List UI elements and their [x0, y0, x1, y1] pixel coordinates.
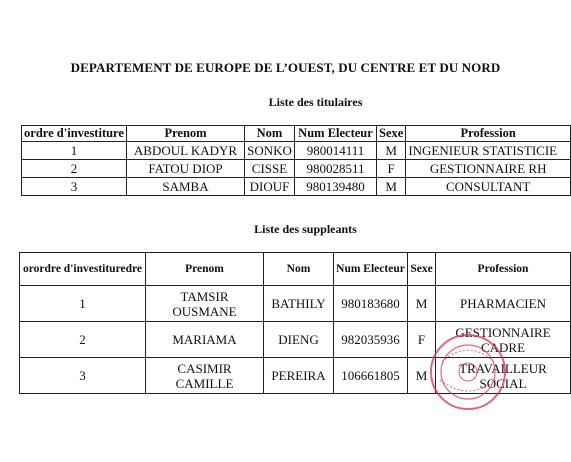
column-header: Nom [264, 253, 334, 286]
column-header: orordre d'investituredre [20, 253, 146, 286]
table-cell: PHARMACIEN [436, 286, 571, 322]
official-stamp [428, 332, 508, 412]
stamp-outer-ring [431, 335, 505, 409]
table-cell: 1 [22, 142, 127, 160]
table-cell: 980028511 [295, 160, 377, 178]
stamp-emblem [459, 363, 477, 381]
column-header: Sexe [408, 253, 436, 286]
table-cell: 3 [22, 178, 127, 196]
table-cell: DIOUF [245, 178, 295, 196]
table-row [22, 142, 571, 160]
table-cell: TAMSIR OUSMANE [146, 286, 264, 322]
column-header: ordre d'investiture [22, 126, 127, 142]
table-cell: M [377, 142, 406, 160]
table-cell: SAMBA [127, 178, 245, 196]
table-cell: TRAVAILLEUR SOCIAL [436, 358, 571, 394]
table-cell: 2 [22, 160, 127, 178]
table-cell: M [377, 178, 406, 196]
stamp-lettering [440, 380, 496, 391]
table-cell: M [408, 286, 436, 322]
table-cell: CONSULTANT [406, 178, 571, 196]
column-header: Sexe [377, 126, 406, 142]
table-cell: 3 [20, 358, 146, 394]
titulaires-table [21, 125, 571, 196]
column-header: Prenom [146, 253, 264, 286]
table-cell: CISSE [245, 160, 295, 178]
titulaires-heading: Liste des titulaires [268, 95, 363, 109]
table-cell: MARIAMA [146, 322, 264, 358]
table-cell: F [408, 322, 436, 358]
table-cell: INGENIEUR STATISTICIE [406, 142, 571, 160]
document-title: DEPARTEMENT DE EUROPE DE L’OUEST, DU CENTRE ET DU NORD [70, 60, 501, 75]
suppleants-heading: Liste des suppleants [254, 222, 357, 236]
table-row [22, 160, 571, 178]
table-header-row [20, 253, 571, 286]
column-header: Num Electeur [334, 253, 408, 286]
table-cell: ABDOUL KADYR [127, 142, 245, 160]
column-header: Num Electeur [295, 126, 377, 142]
column-header: Nom [245, 126, 295, 142]
table-cell: 980014111 [295, 142, 377, 160]
stamp-inner-ring [441, 345, 495, 399]
table-cell: FATOU DIOP [127, 160, 245, 178]
table-cell: GESTIONNAIRE RH [406, 160, 571, 178]
column-header: Profession [406, 126, 571, 142]
table-cell: BATHILY [264, 286, 334, 322]
table-cell: GESTIONNAIRE CADRE [436, 322, 571, 358]
table-cell: PEREIRA [264, 358, 334, 394]
table-cell: SONKO [245, 142, 295, 160]
table-cell: DIENG [264, 322, 334, 358]
table-cell: 2 [20, 322, 146, 358]
table-cell: 982035936 [334, 322, 408, 358]
table-cell: M [408, 358, 436, 394]
table-cell: 106661805 [334, 358, 408, 394]
table-row [22, 178, 571, 196]
table-cell: 980183680 [334, 286, 408, 322]
table-cell: CASIMIR CAMILLE [146, 358, 264, 394]
table-header-row [22, 126, 571, 142]
column-header: Prenom [127, 126, 245, 142]
table-cell: 1 [20, 286, 146, 322]
table-row [20, 286, 571, 322]
column-header: Profession [436, 253, 571, 286]
table-cell: F [377, 160, 406, 178]
table-cell: 980139480 [295, 178, 377, 196]
